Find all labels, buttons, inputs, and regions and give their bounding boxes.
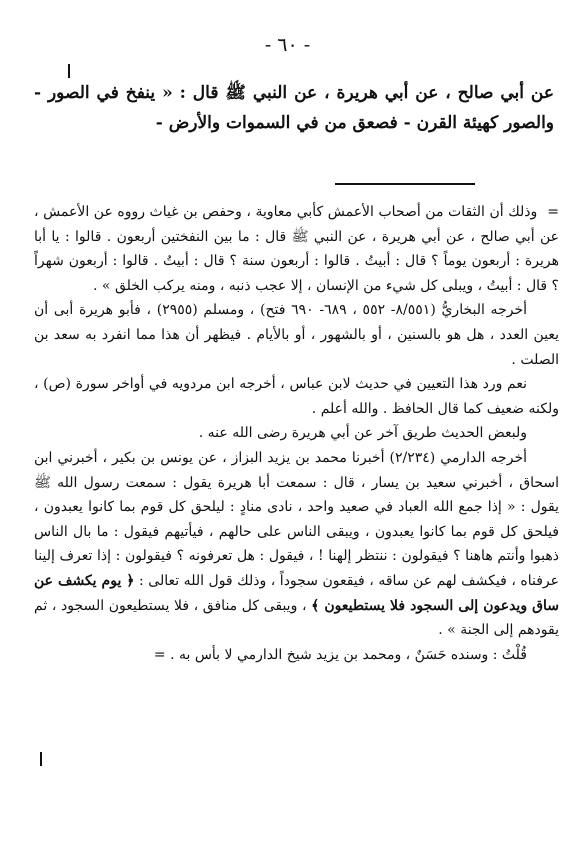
footnote-text-1: وذلك أن الثقات من أصحاب الأعمش كأبي معاوية ، وحفص بن غياث رووه عن الأعمش ، عن أبي صالح ، عن أبي هريرة ، عن النبي ﷺ قال : ما بين النفختين أربعون . قالوا : يا أبا هريرة : أربعون يوماً ؟ قال : أبيتُ . قالوا : أربعون سنة ؟ قال : أبيتُ . قالوا : أربعون شهراً ؟ قال : أبيتُ ، ويبلى كل شيء من الإنسان ، إلا عجب ذنبه ، ومنه يركب الخلق » . xyxy=(34,204,559,294)
footnote-paragraph-4: ولبعض الحديث طريق آخر عن أبي هريرة رضى الله عنه . xyxy=(198,425,527,442)
margin-mark-top xyxy=(68,64,70,78)
margin-mark-bottom xyxy=(40,752,42,766)
footnote-separator xyxy=(335,183,475,185)
footnotes xyxy=(34,200,559,667)
page-number: - ٦٠ - xyxy=(264,34,311,56)
footnote-paragraph-1 xyxy=(34,200,559,298)
footnote-text-5b: ، ويبقى كل منافق ، فلا يستطيعون السجود ، ثم يقودهم إلى الجنة » . xyxy=(34,597,559,639)
footnote-paragraph-6: قُلْتُ : وسنده حَسَنٌ ، ومحمد بن يزيد شيخ الدارمي لا بأس به . = xyxy=(153,646,527,663)
main-text: عن أبي صالح ، عن أبي هريرة ، عن النبي ﷺ قال : « ينفخ في الصور - والصور كهيئة القرن - فصعق من في السموات والأرض - xyxy=(34,83,554,133)
quran-verse: ﴿ يوم يكشف عن ساق ويدعون إلى السجود فلا يستطيعون ﴾ xyxy=(34,572,559,614)
footnote-paragraph-5 xyxy=(34,446,559,643)
footnote-marker: = xyxy=(547,204,559,220)
footnote-paragraph-2: أخرجه البخاريُّ (٨/٥٥١- ٥٥٢ ، ٦٨٩- ٦٩٠ فتح) ، ومسلم (٢٩٥٥) ، فأبو هريرة أبى أن يعين العدد ، هل هو بالسنين ، أو بالشهور ، أو بالأيام . فيظهر أن هذا مما انفرد به سعد بن الصلت . xyxy=(34,302,559,368)
footnote-paragraph-3: نعم ورد هذا التعيين في حديث لابن عباس ، أخرجه ابن مردويه في أواخر سورة (ص) ، ولكنه ضعيف كما قال الحافظ . والله أعلم . xyxy=(34,376,559,417)
footnote-text-5a: أخرجه الدارمي (٢/٢٣٤) أخبرنا محمد بن يزيد البزاز ، عن يونس بن بكير ، أخبرني ابن اسحاق ، أخبرني سعيد بن يسار ، قال : سمعت أبا هريرة يقول : سمعت رسول الله ﷺ يقول : « إذا جمع الله العباد في صعيد واحد ، نادى منادٍ : ليلحق كل قوم بما كانوا يعبدون ، فيلحق كل قوم بما كانوا يعبدون ، ويبقى الناس على حالهم ، فيأتيهم فيقول : ما بال الناس ذهبوا وأنتم هاهنا ؟ فيقولون : ننتظر إلهنا ! ، فيقول : هل تعرفونه ؟ فيقولون : إذا تعرف إلينا عرفناه ، فيكشف لهم عن ساقه ، فيقعون سجوداً ، وذلك قول الله تعالى : xyxy=(34,449,559,589)
